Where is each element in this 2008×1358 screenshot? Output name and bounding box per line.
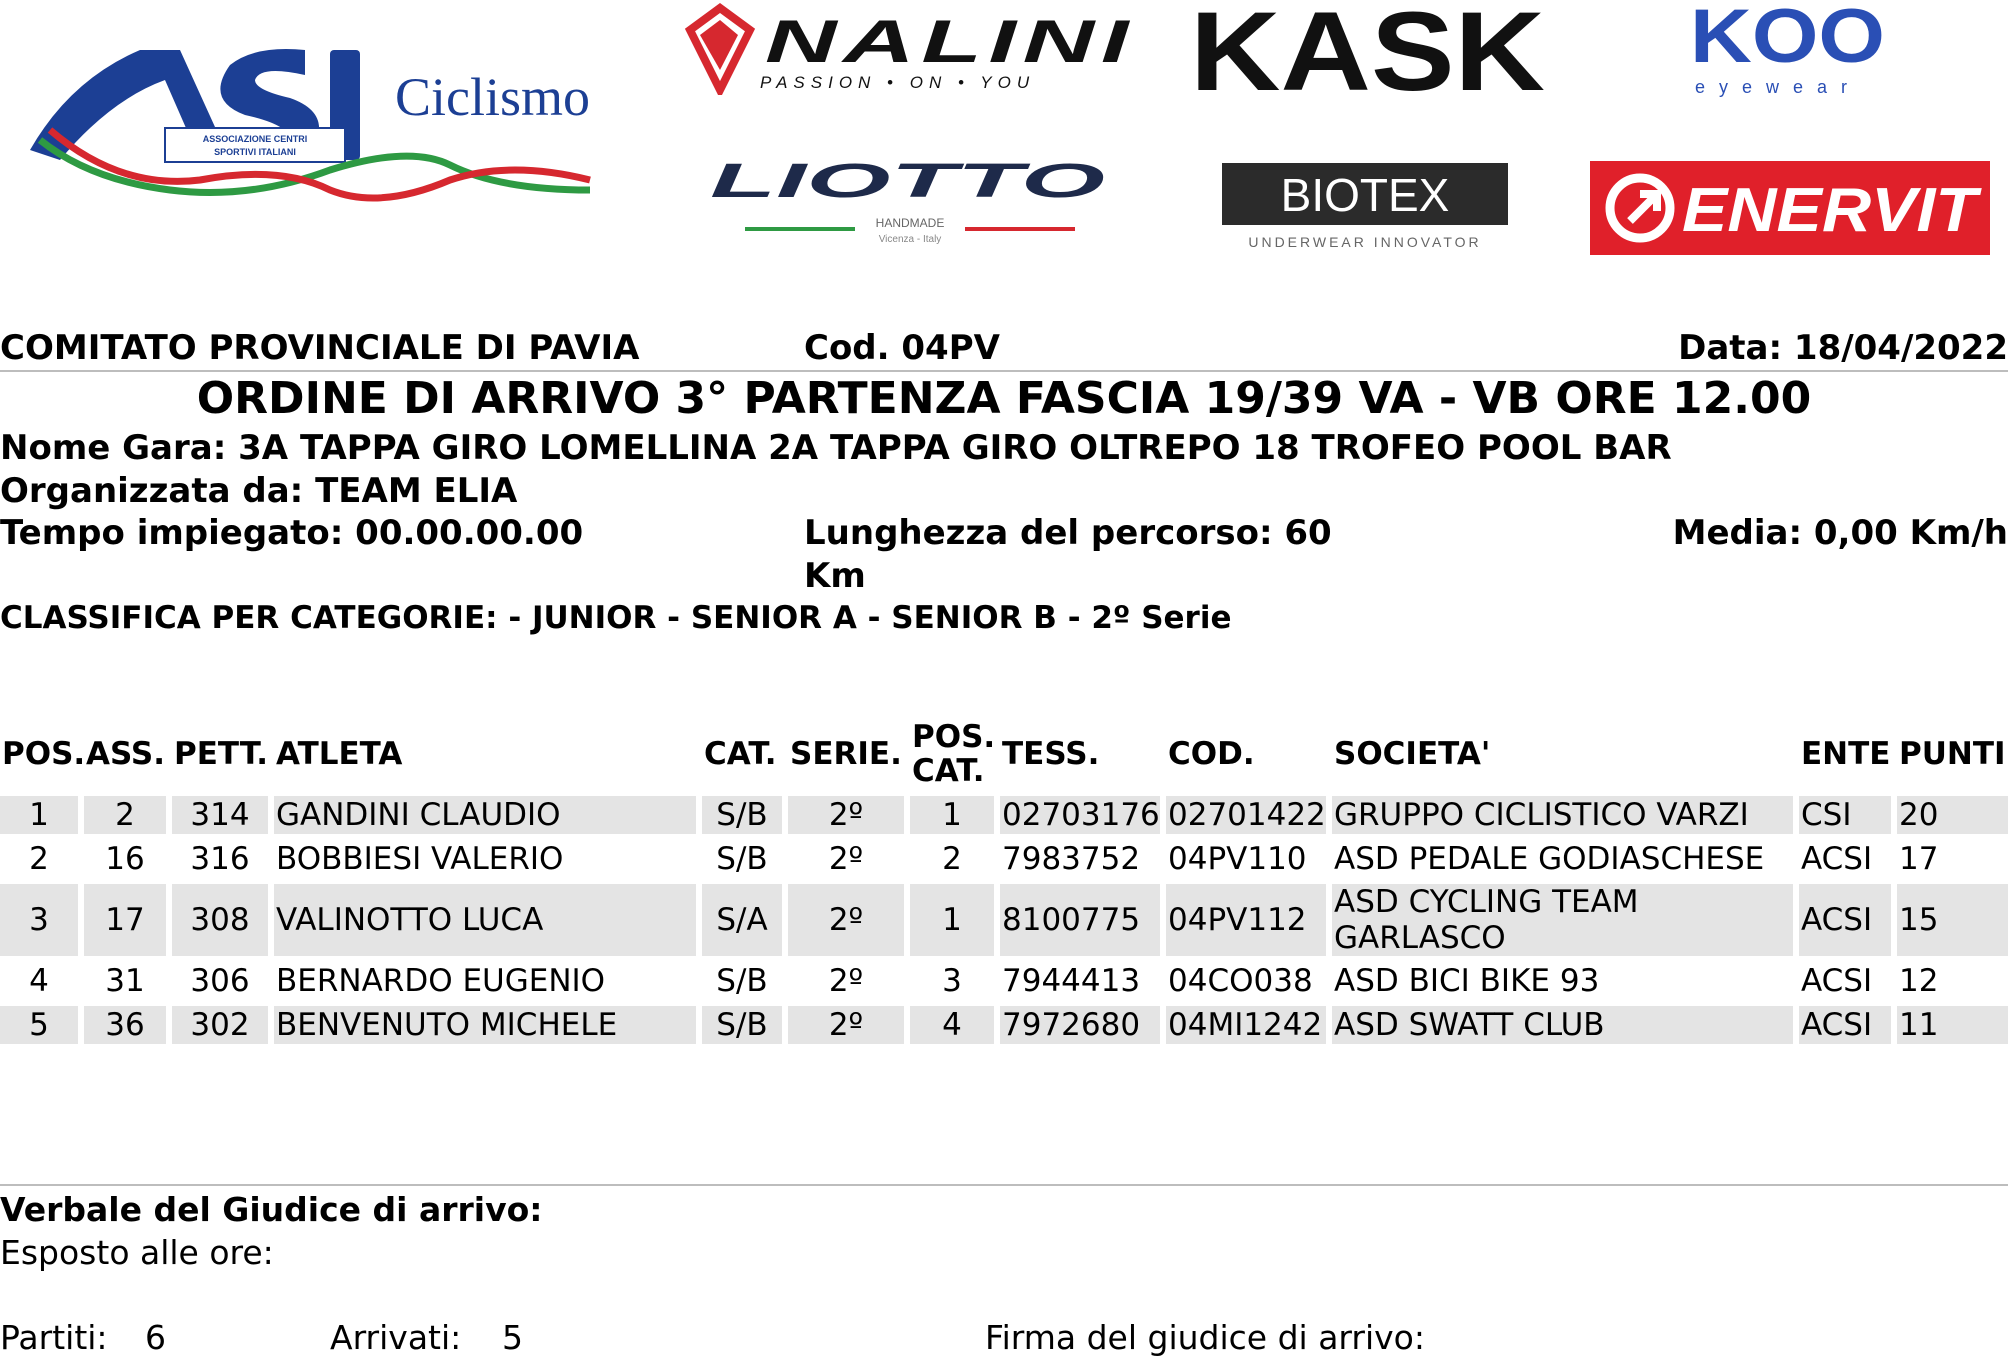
cell-pos: 3 [0, 884, 78, 956]
cell-tess: 7972680 [1000, 1006, 1160, 1044]
cell-pos-cat: 3 [910, 962, 994, 1000]
nalini-tagline: PASSION • ON • YOU [760, 73, 1036, 92]
cell-ente: ACSI [1799, 1006, 1891, 1044]
cell-atleta: BERNARDO EUGENIO [274, 962, 696, 1000]
cell-cod: 04PV110 [1166, 840, 1326, 878]
cell-cat: S/B [702, 796, 782, 834]
kask-logo [1190, 0, 1550, 95]
cell-cod: 04MI1242 [1166, 1006, 1326, 1044]
partiti-value: 6 [145, 1318, 166, 1357]
cell-serie: 2º [788, 1006, 904, 1044]
organizzata-da: Organizzata da: TEAM ELIA [0, 471, 518, 511]
cell-ass: 31 [84, 962, 166, 1000]
col-serie: SERIE. [790, 736, 902, 772]
biotex-logo [1222, 163, 1508, 253]
cell-cat: S/A [702, 884, 782, 956]
cell-cat: S/B [702, 1006, 782, 1044]
cell-serie: 2º [788, 962, 904, 1000]
col-ente: ENTE [1801, 736, 1891, 772]
cell-ente: ACSI [1799, 840, 1891, 878]
nalini-wordmark: NALINI [765, 8, 1135, 75]
cell-pos: 2 [0, 840, 78, 878]
col-pos-cat-line1: POS. [912, 719, 996, 755]
cell-punti: 12 [1897, 962, 2008, 1000]
col-tess: TESS. [1002, 736, 1100, 772]
enervit-wordmark: ENERVIT [1682, 176, 1983, 245]
cod-label: Cod. 04PV [804, 328, 1000, 368]
cell-tess: 8100775 [1000, 884, 1160, 956]
kask-wordmark: KASK [1190, 0, 1545, 95]
cell-punti: 20 [1897, 796, 2008, 834]
cell-societa: GRUPPO CICLISTICO VARZI [1332, 796, 1793, 834]
col-ass: ASS. [86, 736, 166, 772]
cell-pos-cat: 1 [910, 796, 994, 834]
verbale-giudice: Verbale del Giudice di arrivo: [0, 1190, 543, 1229]
lunghezza-percorso: Lunghezza del percorso: 60 [804, 513, 1332, 553]
koo-eyewear-logo [1690, 0, 1890, 100]
cell-tess: 02703176 [1002, 797, 1160, 833]
cell-pos: 4 [0, 962, 78, 1000]
table-row [0, 962, 2008, 1000]
nome-gara: Nome Gara: 3A TAPPA GIRO LOMELLINA 2A TAPPA GIRO OLTREPO 18 TROFEO POOL BAR [0, 428, 1672, 468]
liotto-logo [710, 155, 1110, 255]
cell-pos-cat: 2 [910, 840, 994, 878]
col-pett: PETT. [174, 736, 268, 772]
tempo-impiegato: Tempo impiegato: 00.00.00.00 [0, 513, 584, 553]
col-cod: COD. [1168, 736, 1255, 772]
cell-pett: 306 [172, 962, 268, 1000]
arrivati-label: Arrivati: [330, 1318, 462, 1357]
header-divider [0, 370, 2008, 372]
partiti-label: Partiti: [0, 1318, 108, 1357]
table-row [0, 884, 2008, 956]
cell-serie: 2º [788, 884, 904, 956]
cell-pos-cat: 1 [910, 884, 994, 956]
biotex-wordmark: BIOTEX [1280, 169, 1450, 221]
liotto-tagline-place: Vicenza - Italy [878, 234, 942, 245]
table-row [0, 796, 2008, 834]
page-title: ORDINE DI ARRIVO 3° PARTENZA FASCIA 19/39 VA - VB ORE 12.00 [196, 373, 1812, 424]
table-row [0, 840, 2008, 878]
cell-cod: 04PV112 [1166, 884, 1326, 956]
table-header-row [0, 718, 2008, 790]
cell-ass: 17 [84, 884, 166, 956]
cell-ass: 36 [84, 1006, 166, 1044]
cell-pos: 5 [0, 1006, 78, 1044]
cell-serie: 2º [788, 796, 904, 834]
table-row [0, 1006, 2008, 1044]
cell-cat: S/B [702, 840, 782, 878]
cell-pett: 308 [172, 884, 268, 956]
cell-punti: 17 [1897, 840, 2008, 878]
svg-text:SPORTIVI ITALIANI: SPORTIVI ITALIANI [214, 147, 296, 157]
acsi-ciclismo-logo [30, 40, 620, 220]
cell-atleta: GANDINI CLAUDIO [274, 796, 696, 834]
cell-tess: 7944413 [1000, 962, 1160, 1000]
arrivati-value: 5 [502, 1318, 523, 1357]
nalini-logo [680, 0, 1140, 95]
cell-societa: ASD SWATT CLUB [1332, 1006, 1793, 1044]
cell-tess: 7983752 [1000, 840, 1160, 878]
esposto-alle-ore: Esposto alle ore: [0, 1233, 274, 1272]
liotto-wordmark: LIOTTO [710, 155, 1105, 208]
cell-societa: ASD PEDALE GODIASCHESE [1332, 840, 1793, 878]
cell-punti: 11 [1897, 1006, 2008, 1044]
liotto-tagline: HANDMADE [875, 216, 945, 230]
footer-divider [0, 1184, 2008, 1186]
comitato-label: COMITATO PROVINCIALE DI PAVIA [0, 328, 640, 368]
classifica-categorie: CLASSIFICA PER CATEGORIE: - JUNIOR - SENIOR A - SENIOR B - 2º Serie [0, 600, 1232, 636]
lunghezza-unit: Km [804, 556, 866, 596]
col-pos-cat-line2: CAT. [912, 753, 985, 789]
cell-pett: 314 [172, 796, 268, 834]
cell-serie: 2º [788, 840, 904, 878]
results-table [0, 712, 2008, 1050]
cell-atleta: BOBBIESI VALERIO [274, 840, 696, 878]
cell-pett: 302 [172, 1006, 268, 1044]
cell-pos: 1 [0, 796, 78, 834]
col-pos-cat [910, 718, 994, 790]
firma-giudice: Firma del giudice di arrivo: [985, 1318, 1425, 1357]
cell-cat: S/B [702, 962, 782, 1000]
cell-atleta: BENVENUTO MICHELE [274, 1006, 696, 1044]
svg-text:ASSOCIAZIONE CENTRI: ASSOCIAZIONE CENTRI [202, 134, 308, 144]
col-cat: CAT. [704, 736, 777, 772]
cell-ente: ACSI [1799, 962, 1891, 1000]
date-label: Data: 18/04/2022 [1678, 328, 2008, 368]
media-speed: Media: 0,00 Km/h [1672, 513, 2008, 553]
koo-tagline: eyewear [1695, 77, 1862, 97]
cell-pos-cat: 4 [910, 1006, 994, 1044]
cell-ass: 16 [84, 840, 166, 878]
col-punti: PUNTI [1899, 736, 2006, 772]
cell-societa: ASD BICI BIKE 93 [1332, 962, 1793, 1000]
acsi-ciclismo-text: Ciclismo [395, 67, 591, 127]
cell-cod: 02701422 [1168, 797, 1326, 833]
col-pos: POS. [2, 736, 86, 772]
enervit-logo [1590, 161, 1990, 255]
cell-pett: 316 [172, 840, 268, 878]
cell-ass: 2 [84, 796, 166, 834]
koo-wordmark: KOO [1690, 0, 1885, 79]
cell-punti: 15 [1897, 884, 2008, 956]
cell-ente: ACSI [1799, 884, 1891, 956]
col-societa: SOCIETA' [1334, 736, 1491, 772]
cell-societa: ASD CYCLING TEAM GARLASCO [1332, 884, 1793, 956]
cell-atleta: VALINOTTO LUCA [274, 884, 696, 956]
cell-cod: 04CO038 [1166, 962, 1326, 1000]
biotex-tagline: UNDERWEAR INNOVATOR [1248, 234, 1482, 250]
col-atleta: ATLETA [276, 736, 403, 772]
cell-ente: CSI [1799, 796, 1891, 834]
